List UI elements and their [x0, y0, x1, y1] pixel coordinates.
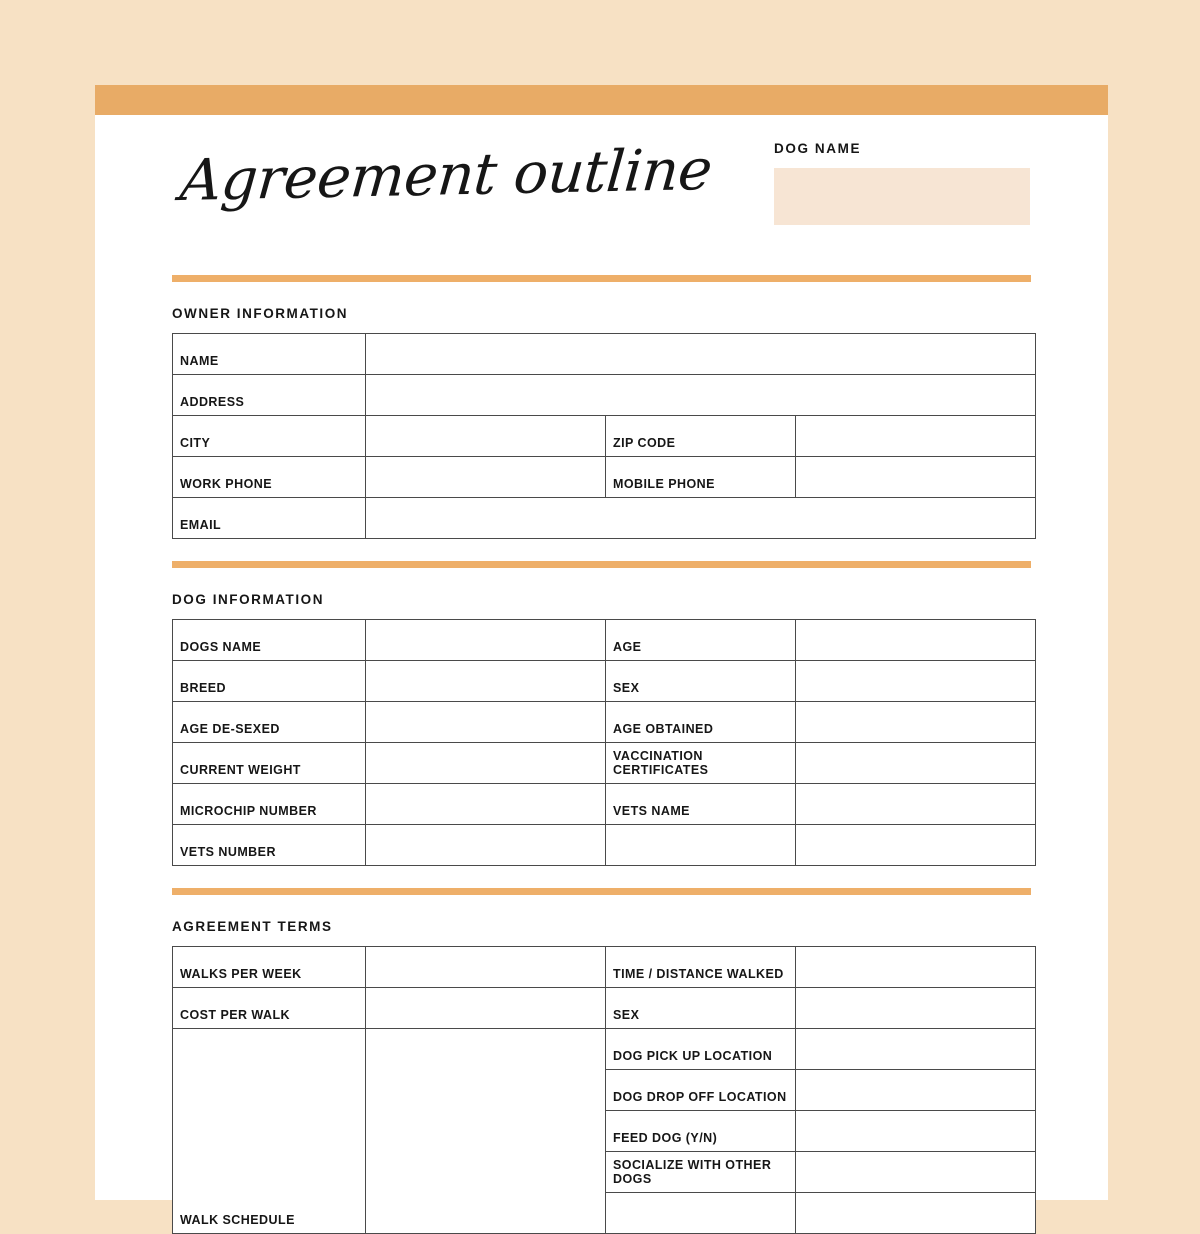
field-input[interactable]: [366, 743, 606, 784]
section-divider-owner: [172, 275, 1031, 282]
field-label: ADDRESS: [173, 375, 366, 416]
field-input[interactable]: [796, 1111, 1036, 1152]
table-row: [173, 457, 1036, 498]
field-label: VACCINATION CERTIFICATES: [606, 743, 796, 784]
field-input[interactable]: [366, 620, 606, 661]
field-input[interactable]: [796, 457, 1036, 498]
field-label: FEED DOG (Y/N): [606, 1111, 796, 1152]
field-input[interactable]: [796, 620, 1036, 661]
dog-information-table: [172, 619, 1036, 866]
field-input[interactable]: [366, 457, 606, 498]
field-label: ZIP CODE: [606, 416, 796, 457]
field-input[interactable]: [796, 784, 1036, 825]
section-divider-terms: [172, 888, 1031, 895]
field-input[interactable]: [796, 825, 1036, 866]
field-input[interactable]: [796, 1070, 1036, 1111]
table-row: [173, 988, 1036, 1029]
field-input[interactable]: [366, 988, 606, 1029]
field-input[interactable]: [366, 334, 1036, 375]
field-label: SOCIALIZE WITH OTHER DOGS: [606, 1152, 796, 1193]
field-input[interactable]: [796, 416, 1036, 457]
field-label-walk-schedule: WALK SCHEDULE: [173, 1029, 366, 1234]
dog-name-input[interactable]: [774, 168, 1030, 225]
document-page: [95, 85, 1108, 1227]
field-label: BREED: [173, 661, 366, 702]
field-input-walk-schedule[interactable]: [366, 1029, 606, 1234]
field-input[interactable]: [796, 988, 1036, 1029]
field-label: DOG DROP OFF LOCATION: [606, 1070, 796, 1111]
field-input[interactable]: [366, 661, 606, 702]
table-row: [173, 784, 1036, 825]
page-top-accent-bar: [95, 85, 1108, 115]
field-input[interactable]: [366, 825, 606, 866]
page-title: Agreement outline: [177, 136, 715, 214]
table-row: [173, 743, 1036, 784]
field-input[interactable]: [796, 1193, 1036, 1234]
field-input[interactable]: [796, 743, 1036, 784]
section-divider-dog: [172, 561, 1031, 568]
field-label: SEX: [606, 661, 796, 702]
field-label: AGE OBTAINED: [606, 702, 796, 743]
field-label-empty: [606, 825, 796, 866]
table-row: [173, 661, 1036, 702]
section-heading-owner: OWNER INFORMATION: [172, 306, 349, 321]
dog-name-label: DOG NAME: [774, 141, 862, 156]
field-input[interactable]: [366, 784, 606, 825]
field-label: TIME / DISTANCE WALKED: [606, 947, 796, 988]
section-heading-dog: DOG INFORMATION: [172, 592, 324, 607]
field-label: CITY: [173, 416, 366, 457]
field-input[interactable]: [366, 416, 606, 457]
field-label: COST PER WALK: [173, 988, 366, 1029]
field-label: VETS NAME: [606, 784, 796, 825]
field-input[interactable]: [366, 498, 1036, 539]
field-label: NAME: [173, 334, 366, 375]
field-label: WALKS PER WEEK: [173, 947, 366, 988]
table-row: [173, 375, 1036, 416]
field-label: MOBILE PHONE: [606, 457, 796, 498]
field-input[interactable]: [796, 661, 1036, 702]
field-label: DOGS NAME: [173, 620, 366, 661]
field-input[interactable]: [796, 947, 1036, 988]
field-label: WORK PHONE: [173, 457, 366, 498]
field-input[interactable]: [366, 947, 606, 988]
table-row: [173, 498, 1036, 539]
table-row: [173, 825, 1036, 866]
document-header: [172, 115, 1031, 275]
table-row: [173, 1029, 1036, 1070]
table-row: [173, 334, 1036, 375]
field-input[interactable]: [796, 1152, 1036, 1193]
field-input[interactable]: [366, 375, 1036, 416]
owner-information-table: [172, 333, 1036, 539]
field-label: MICROCHIP NUMBER: [173, 784, 366, 825]
table-row: [173, 416, 1036, 457]
section-heading-terms: AGREEMENT TERMS: [172, 919, 333, 934]
field-label: DOG PICK UP LOCATION: [606, 1029, 796, 1070]
field-input[interactable]: [796, 1029, 1036, 1070]
field-label: SEX: [606, 988, 796, 1029]
field-label: AGE: [606, 620, 796, 661]
field-input[interactable]: [366, 702, 606, 743]
field-label: AGE DE-SEXED: [173, 702, 366, 743]
dog-name-block: [774, 141, 1030, 225]
field-label-empty: [606, 1193, 796, 1234]
field-label: VETS NUMBER: [173, 825, 366, 866]
table-row: [173, 620, 1036, 661]
table-row: [173, 947, 1036, 988]
agreement-terms-table: [172, 946, 1036, 1234]
field-label: EMAIL: [173, 498, 366, 539]
field-label: CURRENT WEIGHT: [173, 743, 366, 784]
table-row: [173, 702, 1036, 743]
field-input[interactable]: [796, 702, 1036, 743]
